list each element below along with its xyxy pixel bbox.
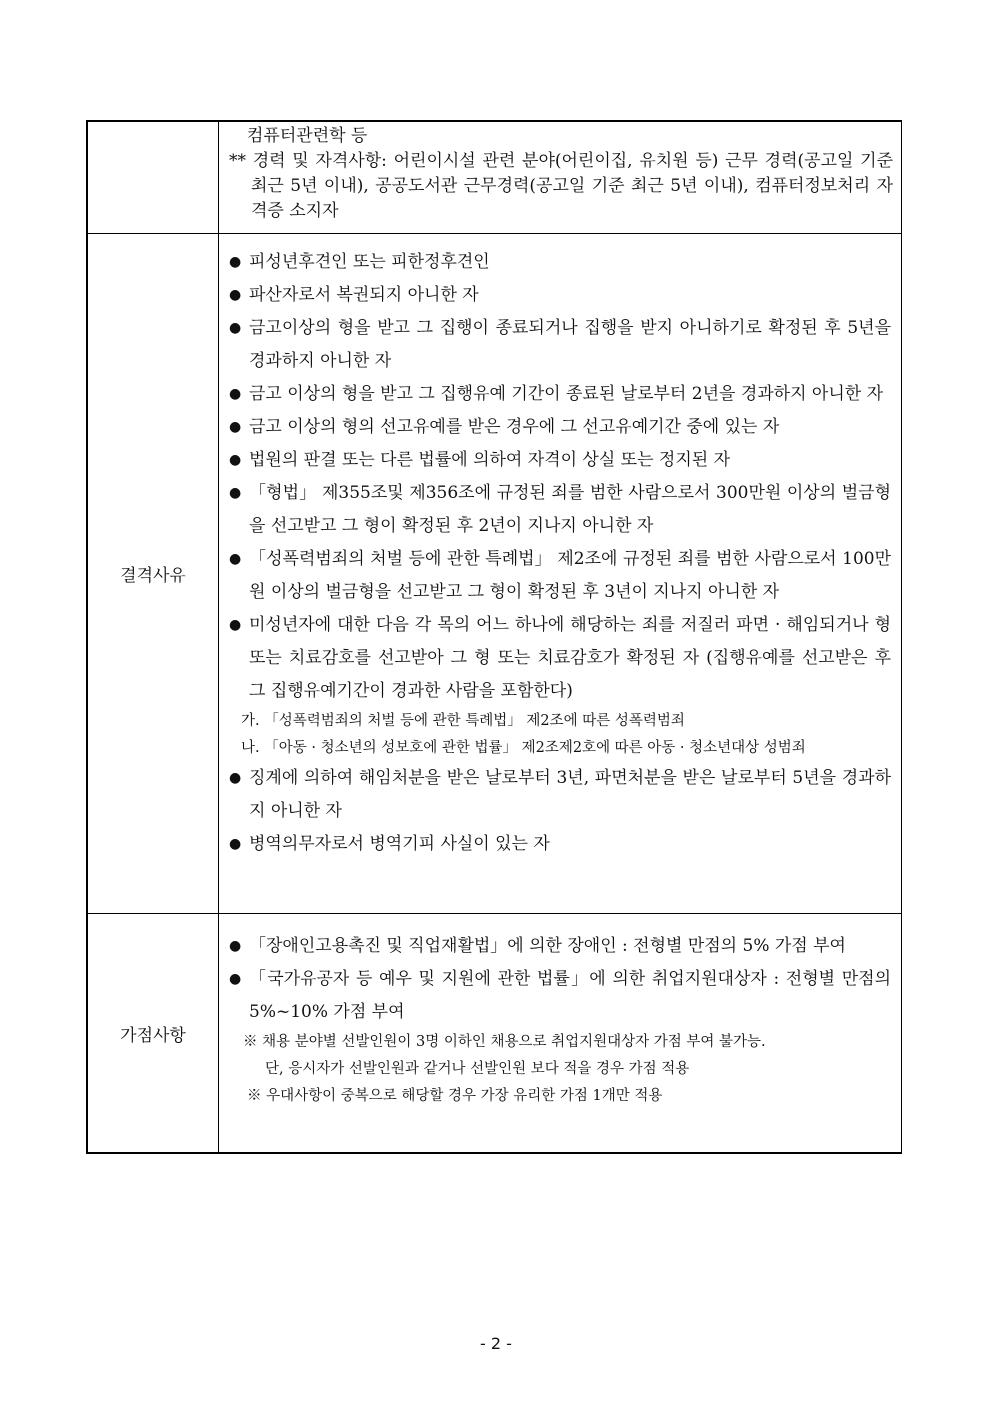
- table-row-bonus-points: [87, 914, 902, 1154]
- row-label-disqualifications: 결격사유: [87, 234, 219, 914]
- requirements-table: [86, 120, 902, 1154]
- note-duplicate-preference: ※ 우대사항이 중복으로 해당할 경우 가장 유리한 가점 1개만 적용: [247, 1088, 663, 1104]
- list-item: ● 피성년후견인 또는 피한정후견인: [227, 246, 891, 279]
- list-item: ● 금고이상의 형을 받고 그 집행이 종료되거나 집행을 받지 아니하기로 확정된 후 5년을 경과하지 아니한 자: [227, 312, 891, 378]
- list-item: ● 징계에 의하여 해임처분을 받은 날로부터 3년, 파면처분을 받은 날로부터 5년을 경과하지 아니한 자: [227, 762, 891, 828]
- list-item: ● 「형법」 제355조및 제356조에 규정된 죄를 범한 사람으로서 300만원 이상의 벌금형을 선고받고 그 형이 확정된 후 2년이 지나지 아니한 자: [227, 477, 891, 543]
- list-item: ● 파산자로서 복권되지 아니한 자: [227, 279, 891, 312]
- bullet-icon: ●: [229, 287, 242, 303]
- row-content-qualifications: [219, 121, 902, 234]
- list-item: ● 미성년자에 대한 다음 각 목의 어느 하나에 해당하는 죄를 저질러 파면 · 해임되거나 형 또는 치료감호를 선고받아 그 형 또는 치료감호가 확정된 자 (집행유예를 선고받은 후 그 집행유예기간이 경과한 사람을 포함한다): [227, 609, 891, 708]
- sub-item-ga: 가. 「성폭력범죄의 처벌 등에 관한 특례법」 제2조에 따른 성폭력범죄: [241, 713, 685, 729]
- list-item: ● 「장애인고용촉진 및 직업재활법」에 의한 장애인 : 전형별 만점의 5% 가점 부여: [227, 930, 891, 963]
- list-item: ● 「성폭력범죄의 처벌 등에 관한 특례법」 제2조에 규정된 죄를 범한 사람으로서 100만원 이상의 벌금형을 선고받고 그 형이 확정된 후 3년이 지나지 아니한 자: [227, 543, 891, 609]
- list-item: ● 법원의 판결 또는 다른 법률에 의하여 자격이 상실 또는 정지된 자: [227, 444, 891, 477]
- list-item: ● 금고 이상의 형을 받고 그 집행유예 기간이 종료된 날로부터 2년을 경과하지 아니한 자: [227, 378, 891, 411]
- bullet-icon: ●: [229, 485, 242, 501]
- sub-item-na: 나. 「아동 · 청소년의 성보호에 관한 법률」 제2조제2호에 따른 아동 · 청소년대상 성범죄: [241, 740, 806, 756]
- bullet-icon: ●: [229, 320, 242, 336]
- bullet-icon: ●: [229, 770, 242, 786]
- row-label-empty: [87, 121, 219, 234]
- list-item: ● 병역의무자로서 병역기피 사실이 있는 자: [227, 828, 891, 861]
- row-label-bonus-points: 가점사항: [87, 914, 219, 1154]
- qualification-continued-text: 컴퓨터관련학 등: [247, 126, 368, 146]
- row-content-disqualifications: [219, 234, 902, 914]
- bullet-icon: ●: [229, 551, 242, 567]
- table-row-qualifications: [87, 121, 902, 234]
- bullet-icon: ●: [229, 617, 242, 633]
- table-row-disqualifications: [87, 234, 902, 914]
- note-exception: 단, 응시자가 선발인원과 같거나 선발인원 보다 적을 경우 가점 적용: [265, 1061, 690, 1077]
- bullet-icon: ●: [229, 419, 242, 435]
- experience-note: ** 경력 및 자격사항: 어린이시설 관련 분야(어린이집, 유치원 등) 근무 경력(공고일 기준 최근 5년 이내), 공공도서관 근무경력(공고일 기준 최근 5년 이내), 컴퓨터정보처리 자격증 소지자: [229, 151, 893, 221]
- bullet-icon: ●: [229, 971, 242, 987]
- bullet-icon: ●: [229, 254, 242, 270]
- bullet-icon: ●: [229, 938, 242, 954]
- bullet-icon: ●: [229, 452, 242, 468]
- bullet-icon: ●: [229, 836, 242, 852]
- bullet-icon: ●: [229, 386, 242, 402]
- page-number: - 2 -: [480, 1334, 512, 1353]
- note-selection-limit: ※ 채용 분야별 선발인원이 3명 이하인 채용으로 취업지원대상자 가점 부여 불가능.: [243, 1034, 766, 1050]
- list-item: ● 금고 이상의 형의 선고유예를 받은 경우에 그 선고유예기간 중에 있는 자: [227, 411, 891, 444]
- row-content-bonus-points: [219, 914, 902, 1154]
- list-item: ● 「국가유공자 등 예우 및 지원에 관한 법률」에 의한 취업지원대상자 : 전형별 만점의 5%~10% 가점 부여: [227, 963, 891, 1029]
